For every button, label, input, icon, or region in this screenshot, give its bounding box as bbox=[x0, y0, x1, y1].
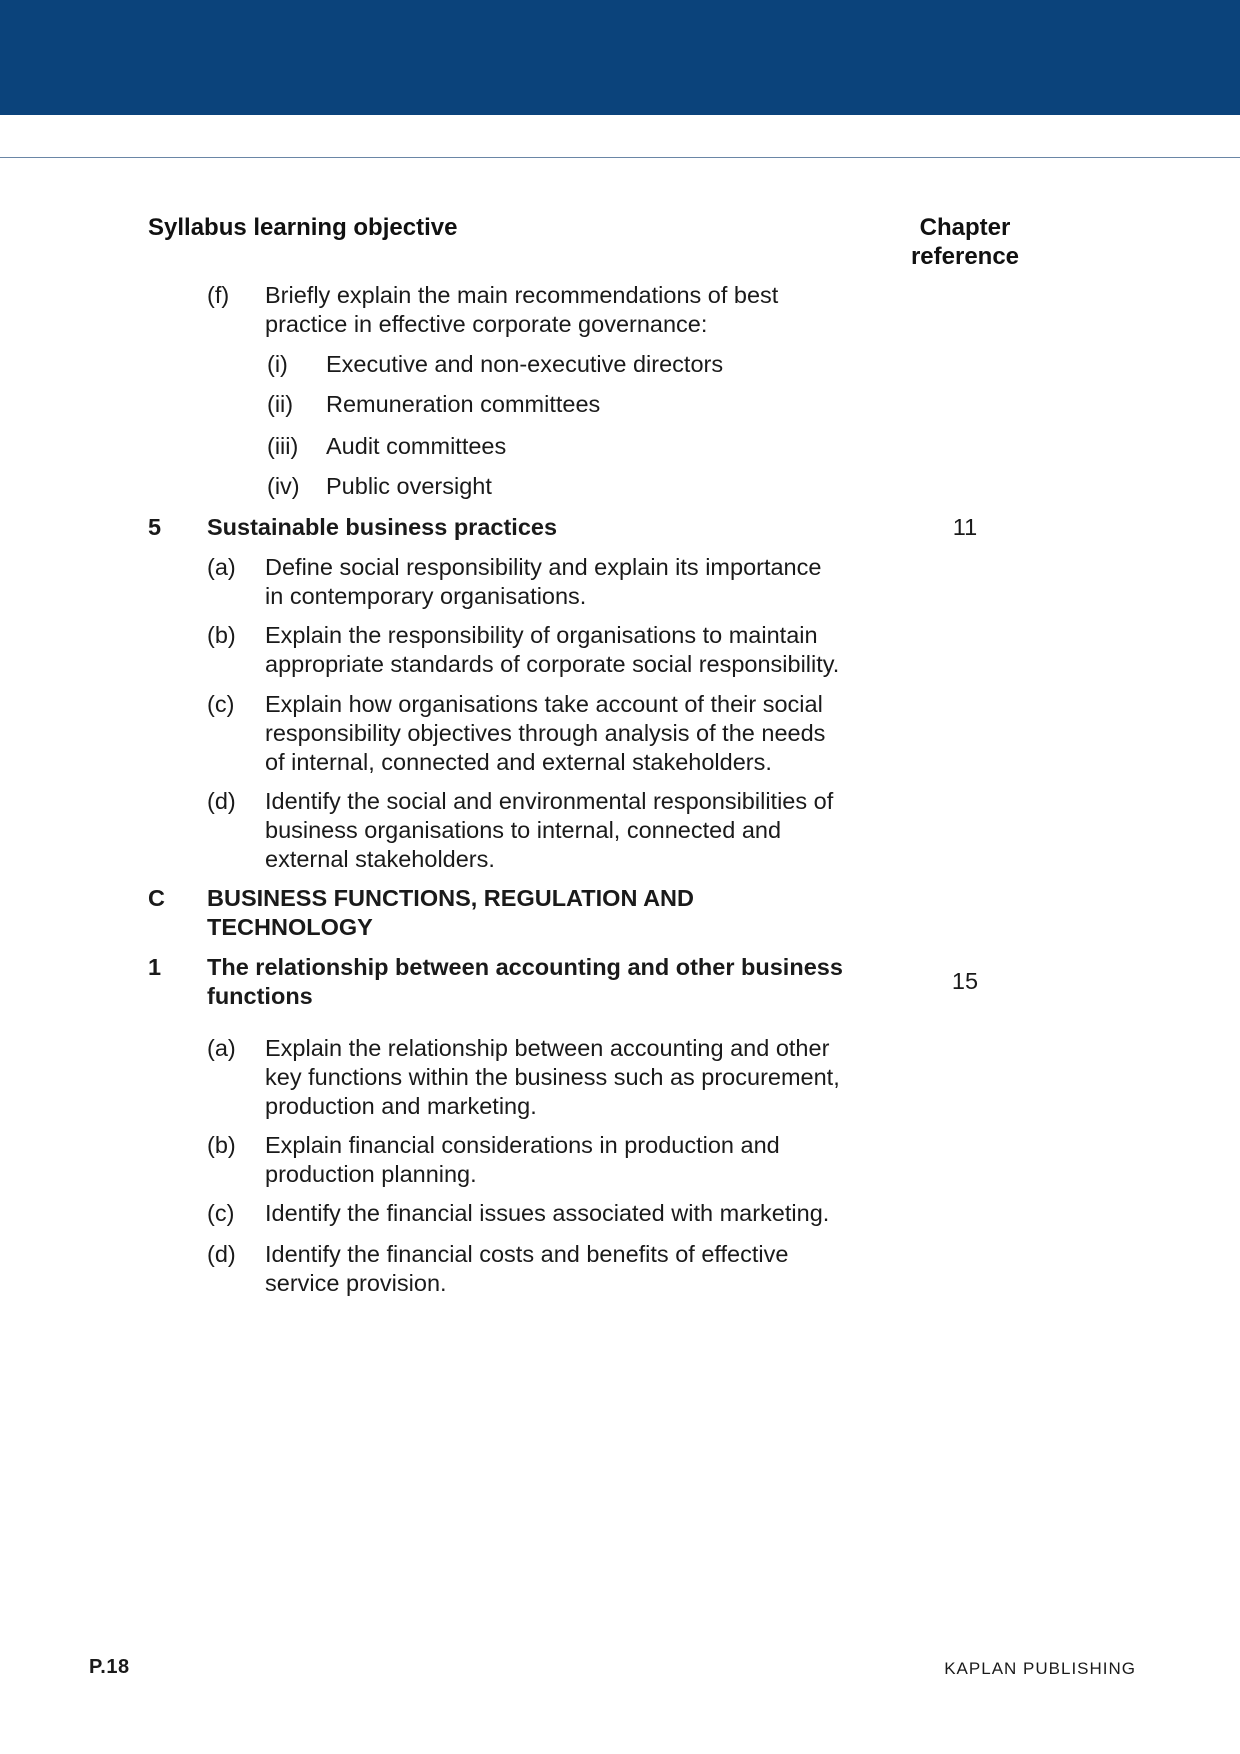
item-text-line: functions bbox=[207, 983, 313, 1009]
chapter-reference: 11 bbox=[952, 514, 978, 540]
item-marker: (b) bbox=[207, 1132, 236, 1158]
item-text-line: Identify the social and environmental responsibilities of bbox=[265, 788, 834, 814]
item-marker: (d) bbox=[207, 1241, 236, 1267]
item-text-line: key functions within the business such as procurement, bbox=[265, 1064, 840, 1090]
item-text bbox=[326, 390, 886, 419]
item-marker: (a) bbox=[207, 1035, 236, 1061]
column-heading-chapter-reference bbox=[880, 213, 1050, 271]
item-text-line: in contemporary organisations. bbox=[265, 583, 587, 609]
item-text-line: business organisations to internal, connected and bbox=[265, 817, 782, 843]
item-text bbox=[265, 787, 890, 874]
item-marker: (ii) bbox=[267, 391, 294, 417]
item-marker: (b) bbox=[207, 622, 236, 648]
item-text-line: practice in effective corporate governance: bbox=[265, 311, 708, 337]
item-text-line: appropriate standards of corporate social responsibility. bbox=[265, 651, 840, 677]
header-rule bbox=[0, 157, 1240, 158]
item-text bbox=[265, 281, 890, 339]
column-heading-line: Chapter bbox=[919, 214, 1011, 241]
item-text bbox=[265, 1240, 890, 1298]
item-marker: (i) bbox=[267, 351, 288, 377]
item-marker: 1 bbox=[148, 954, 162, 980]
item-text bbox=[265, 553, 890, 611]
page-number: P.18 bbox=[89, 1656, 130, 1678]
item-marker: (c) bbox=[207, 691, 235, 717]
column-heading-line: reference bbox=[910, 243, 1020, 270]
item-text-line: Define social responsibility and explain its importance bbox=[265, 554, 822, 580]
item-text-line: The relationship between accounting and other business bbox=[207, 954, 843, 980]
item-marker: (a) bbox=[207, 554, 236, 580]
item-text-line: responsibility objectives through analysis of the needs bbox=[265, 720, 826, 746]
item-text-line: production planning. bbox=[265, 1161, 477, 1187]
item-text bbox=[326, 350, 886, 379]
item-marker: (iv) bbox=[267, 473, 300, 499]
item-text bbox=[207, 953, 907, 1011]
item-marker: (iii) bbox=[267, 433, 299, 459]
item-text-line: Executive and non-executive directors bbox=[326, 351, 724, 377]
item-text-line: production and marketing. bbox=[265, 1093, 537, 1119]
item-marker: 5 bbox=[148, 514, 162, 540]
item-text-line: Audit committees bbox=[326, 433, 507, 459]
item-text bbox=[265, 1199, 890, 1228]
item-text-line: of internal, connected and external stakeholders. bbox=[265, 749, 772, 775]
column-heading-objective: Syllabus learning objective bbox=[148, 214, 458, 241]
publisher-name: KAPLAN PUBLISHING bbox=[944, 1659, 1136, 1678]
item-text-line: TECHNOLOGY bbox=[207, 914, 373, 940]
item-text-line: Sustainable business practices bbox=[207, 514, 558, 540]
item-marker: (f) bbox=[207, 282, 230, 308]
item-text bbox=[207, 513, 907, 542]
item-text-line: BUSINESS FUNCTIONS, REGULATION AND bbox=[207, 885, 694, 911]
item-marker: (d) bbox=[207, 788, 236, 814]
item-text-line: Remuneration committees bbox=[326, 391, 601, 417]
item-text-line: Explain financial considerations in production and bbox=[265, 1132, 780, 1158]
item-text bbox=[326, 472, 886, 501]
item-text-line: service provision. bbox=[265, 1270, 447, 1296]
item-text-line: Briefly explain the main recommendations of best bbox=[265, 282, 779, 308]
item-text bbox=[265, 690, 890, 777]
item-text bbox=[207, 884, 907, 942]
item-text bbox=[326, 432, 886, 461]
item-marker: C bbox=[148, 885, 165, 911]
chapter-reference: 15 bbox=[951, 968, 979, 994]
item-text bbox=[265, 621, 890, 679]
item-text bbox=[265, 1131, 890, 1189]
item-text-line: Identify the financial costs and benefits of effective bbox=[265, 1241, 789, 1267]
item-text-line: Explain the responsibility of organisations to maintain bbox=[265, 622, 818, 648]
header-banner bbox=[0, 0, 1240, 115]
item-text bbox=[265, 1034, 890, 1121]
item-text-line: Explain how organisations take account of their social bbox=[265, 691, 823, 717]
item-text-line: Identify the financial issues associated with marketing. bbox=[265, 1200, 830, 1226]
item-text-line: Explain the relationship between accounting and other bbox=[265, 1035, 830, 1061]
item-text-line: Public oversight bbox=[326, 473, 492, 499]
item-text-line: external stakeholders. bbox=[265, 846, 495, 872]
item-marker: (c) bbox=[207, 1200, 235, 1226]
